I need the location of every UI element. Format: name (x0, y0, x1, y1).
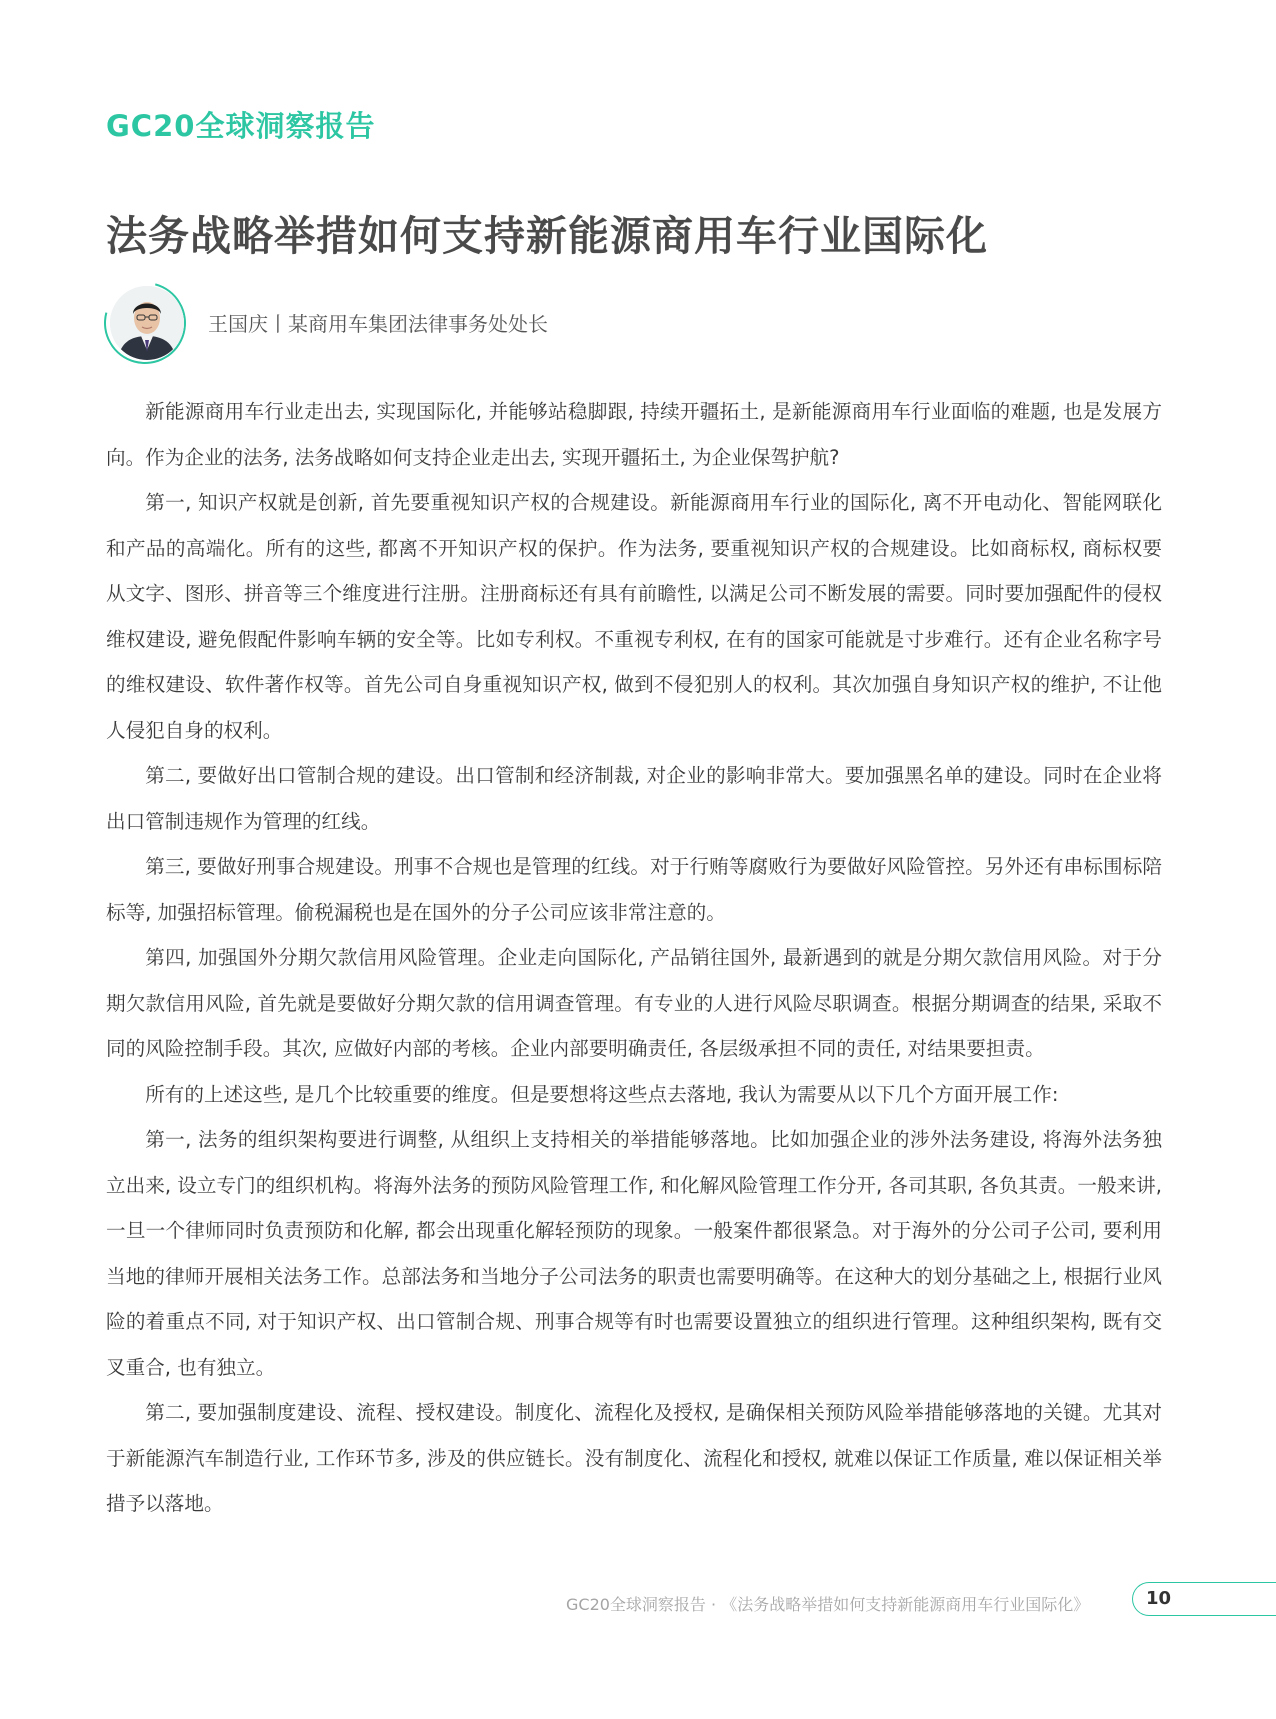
author-byline: 王国庆丨某商用车集团法律事务处处长 (208, 312, 548, 336)
article-paragraph: 第二, 要加强制度建设、流程、授权建设。制度化、流程化及授权, 是确保相关预防风险举措能够落地的关键。尤其对于新能源汽车制造行业, 工作环节多, 涉及的供应链长。没有制度化、流程化和授权, 就难以保证工作质量, 难以保证相关举措予以落地。 (106, 1401, 1162, 1515)
article-paragraph: 第二, 要做好出口管制合规的建设。出口管制和经济制裁, 对企业的影响非常大。要加强黑名单的建设。同时在企业将出口管制违规作为管理的红线。 (106, 764, 1162, 833)
article-paragraph: 所有的上述这些, 是几个比较重要的维度。但是要想将这些点去落地, 我认为需要从以下几个方面开展工作: (145, 1082, 1059, 1106)
page-number: 10 (1146, 1588, 1172, 1609)
article-paragraph: 第三, 要做好刑事合规建设。刑事不合规也是管理的红线。对于行贿等腐败行为要做好风险管控。另外还有串标围标陪标等, 加强招标管理。偷税漏税也是在国外的分子公司应该非常注意的。 (106, 855, 1162, 924)
article-paragraph: 第四, 加强国外分期欠款信用风险管理。企业走向国际化, 产品销往国外, 最新遇到的就是分期欠款信用风险。对于分期欠款信用风险, 首先就是要做好分期欠款的信用调查管理。有专业的人进行风险尽职调查。根据分期调查的结果, 采取不同的风险控制手段。其次, 应做好内部的考核。企业内部要明确责任, 各层级承担不同的责任, 对结果要担责。 (106, 946, 1162, 1060)
article-body (106, 389, 1162, 1527)
article-paragraph: 新能源商用车行业走出去, 实现国际化, 并能够站稳脚跟, 持续开疆拓土, 是新能源商用车行业面临的难题, 也是发展方向。作为企业的法务, 法务战略如何支持企业走出去, 实现开疆拓土, 为企业保驾护航? (106, 400, 1162, 469)
article-paragraph: 第一, 知识产权就是创新, 首先要重视知识产权的合规建设。新能源商用车行业的国际化, 离不开电动化、智能网联化和产品的高端化。所有的这些, 都离不开知识产权的保护。作为法务, 要重视知识产权的合规建设。比如商标权, 商标权要从文字、图形、拼音等三个维度进行注册。注册商标还有具有前瞻性, 以满足公司不断发展的需要。同时要加强配件的侵权维权建设, 避免假配件影响车辆的安全等。比如专利权。不重视专利权, 在有的国家可能就是寸步难行。还有企业名称字号的维权建设、软件著作权等。首先公司自身重视知识产权, 做到不侵犯别人的权利。其次加强自身知识产权的维护, 不让他人侵犯自身的权利。 (106, 491, 1162, 742)
author-avatar (110, 286, 184, 360)
article-paragraph: 第一, 法务的组织架构要进行调整, 从组织上支持相关的举措能够落地。比如加强企业的涉外法务建设, 将海外法务独立出来, 设立专门的组织机构。将海外法务的预防风险管理工作, 和化解风险管理工作分开, 各司其职, 各负其责。一般来讲, 一旦一个律师同时负责预防和化解, 都会出现重化解轻预防的现象。一般案件都很紧急。对于海外的分公司子公司, 要利用当地的律师开展相关法务工作。总部法务和当地分子公司法务的职责也需要明确等。在这种大的划分基础之上, 根据行业风险的着重点不同, 对于知识产权、出口管制合规、刑事合规等有时也需要设置独立的组织进行管理。这种组织架构, 既有交叉重合, 也有独立。 (106, 1128, 1162, 1379)
author-block (104, 282, 804, 364)
article-title: 法务战略举措如何支持新能源商用车行业国际化 (106, 212, 988, 260)
footer-caption: GC20全球洞察报告 · 《法务战略举措如何支持新能源商用车行业国际化》 (566, 1595, 1090, 1614)
report-brand-title: GC20全球洞察报告 (106, 109, 376, 143)
author-photo-icon (110, 286, 184, 360)
